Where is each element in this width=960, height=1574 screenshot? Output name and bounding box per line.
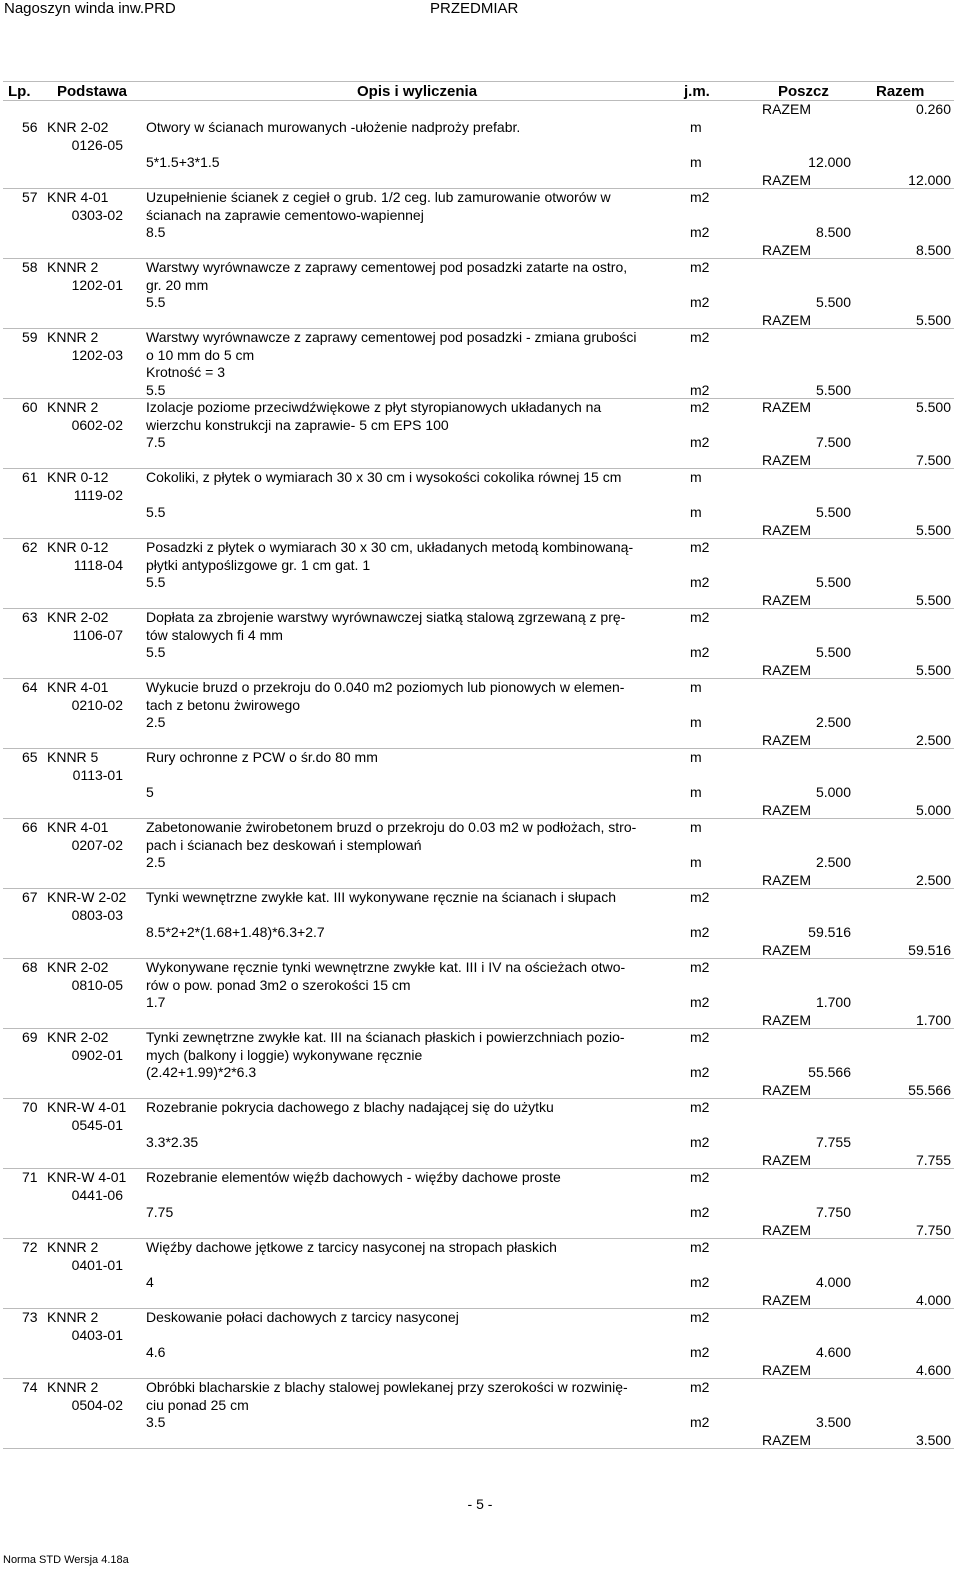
- basis-subcode: 0441-06: [71, 1186, 123, 1203]
- item-description: tów stalowych fi 4 mm: [146, 626, 283, 643]
- razem-label: RAZEM: [762, 241, 811, 258]
- column-header-row: [3, 81, 954, 101]
- item-description: pach i ścianach bez deskowań i stemplowań: [146, 836, 422, 853]
- item-description: o 10 mm do 5 cm: [146, 346, 255, 363]
- software-version: Norma STD Wersja 4.18a: [3, 1554, 129, 1566]
- calculation-formula: 2.5: [146, 714, 166, 730]
- item-description: ciu ponad 25 cm: [146, 1396, 249, 1413]
- razem-value: 4.000: [915, 1291, 951, 1308]
- basis-code: KNNR 2: [47, 329, 99, 345]
- basis-subcode: 0902-01: [71, 1046, 123, 1063]
- item-description: Posadzki z płytek o wymiarach 30 x 30 cm, układanych metodą kombinowaną-: [146, 539, 634, 555]
- position-value: 4.600: [815, 1344, 851, 1360]
- position-value: 2.500: [815, 854, 851, 870]
- razem-value: 8.500: [915, 241, 951, 258]
- calculation-formula: 8.5*2+2*(1.68+1.48)*6.3+2.7: [146, 924, 325, 940]
- item-description: Rury ochronne z PCW o śr.do 80 mm: [146, 749, 378, 765]
- item-unit: m2: [690, 399, 710, 415]
- position-value: 55.566: [808, 1064, 851, 1080]
- position-value: 12.000: [808, 154, 851, 170]
- razem-value: 7.750: [915, 1221, 951, 1238]
- item-description: Obróbki blacharskie z blachy stalowej powlekanej przy szerokości w rozwinię-: [146, 1379, 628, 1395]
- item-description: Cokoliki, z płytek o wymiarach 30 x 30 cm i wysokości cokolika równej 15 cm: [146, 469, 622, 485]
- basis-code: KNNR 2: [47, 1239, 99, 1255]
- position-value: 5.500: [815, 504, 851, 520]
- item-description: gr. 20 mm: [146, 276, 209, 293]
- razem-label: RAZEM: [762, 1291, 811, 1308]
- col-pos: Poszcz: [778, 83, 829, 100]
- item-description: Wykucie bruzd o przekroju do 0.040 m2 poziomych lub pionowych w elemen-: [146, 679, 625, 695]
- calculation-unit: m2: [690, 924, 710, 940]
- basis-code: KNR 4-01: [47, 819, 109, 835]
- basis-code: KNR-W 4-01: [47, 1169, 127, 1185]
- position-value: 7.500: [815, 434, 851, 450]
- calculation-formula: 5.5: [146, 381, 166, 398]
- basis-subcode: 0803-03: [71, 906, 123, 923]
- position-value: 3.500: [815, 1414, 851, 1430]
- razem-label: RAZEM: [762, 399, 811, 415]
- basis-code: KNR 0-12: [47, 469, 109, 485]
- col-desc: Opis i wyliczenia: [357, 83, 478, 100]
- item-description: Otwory w ścianach murowanych -ułożenie nadproży prefabr.: [146, 119, 521, 135]
- calculation-unit: m: [690, 784, 702, 800]
- table-row: [3, 1169, 954, 1239]
- item-unit: m2: [690, 539, 710, 555]
- razem-label: RAZEM: [762, 101, 811, 117]
- table-row: [3, 819, 954, 889]
- calculation-formula: (2.42+1.99)*2*6.3: [146, 1064, 257, 1080]
- table-row: [3, 889, 954, 959]
- razem-value: 5.500: [915, 399, 951, 415]
- item-unit: m2: [690, 889, 710, 905]
- item-number: 57: [22, 189, 38, 205]
- razem-value: 12.000: [908, 171, 951, 188]
- project-title: Nagoszyn winda inw.PRD: [4, 0, 176, 17]
- basis-code: KNR 4-01: [47, 189, 109, 205]
- item-unit: m2: [690, 959, 710, 975]
- table-row: [3, 1309, 954, 1379]
- calculation-unit: m2: [690, 1064, 710, 1080]
- item-description: Zabetonowanie żwirobetonem bruzd o przekroju do 0.03 m2 w podłożach, stro-: [146, 819, 637, 835]
- position-value: 5.000: [815, 784, 851, 800]
- basis-code: KNNR 5: [47, 749, 99, 765]
- razem-value: 7.500: [915, 451, 951, 468]
- table-row: [3, 1029, 954, 1099]
- item-description: mych (balkony i loggie) wykonywane ręcznie: [146, 1046, 423, 1063]
- razem-label: RAZEM: [762, 801, 811, 818]
- page-number: - 5 -: [467, 1496, 493, 1512]
- table-row: [3, 259, 954, 329]
- table-row: [3, 469, 954, 539]
- basis-code: KNNR 2: [47, 1309, 99, 1325]
- item-description: Warstwy wyrównawcze z zaprawy cementowej pod posadzki - zmiana grubości: [146, 329, 637, 345]
- razem-label: RAZEM: [762, 1081, 811, 1098]
- position-value: 5.500: [815, 644, 851, 660]
- table-row: [3, 1379, 954, 1449]
- item-description: Deskowanie połaci dachowych z tarcicy nasyconej: [146, 1309, 459, 1325]
- razem-label: RAZEM: [762, 451, 811, 468]
- item-description: Uzupełnienie ścianek z cegieł o grub. 1/2 ceg. lub zamurowanie otworów w: [146, 189, 611, 205]
- item-number: 74: [22, 1379, 38, 1395]
- item-number: 56: [22, 119, 38, 135]
- razem-value: 55.566: [908, 1081, 951, 1098]
- basis-code: KNR 2-02: [47, 119, 109, 135]
- basis-subcode: 1202-01: [71, 276, 123, 293]
- table-row: [3, 749, 954, 819]
- razem-label: RAZEM: [762, 171, 811, 188]
- razem-label: RAZEM: [762, 661, 811, 678]
- calculation-formula: 5: [146, 784, 154, 800]
- basis-code: KNR 2-02: [47, 959, 109, 975]
- item-number: 62: [22, 539, 38, 555]
- item-description: Izolacje poziome przeciwdźwiękowe z płyt styropianowych układanych na: [146, 399, 602, 415]
- table-row: [3, 609, 954, 679]
- item-unit: m2: [690, 259, 710, 275]
- item-number: 72: [22, 1239, 38, 1255]
- item-number: 65: [22, 749, 38, 765]
- item-number: 70: [22, 1099, 38, 1115]
- calculation-unit: m2: [690, 434, 710, 450]
- item-unit: m: [690, 749, 702, 765]
- calculation-unit: m: [690, 714, 702, 730]
- basis-subcode: 0602-02: [71, 416, 123, 433]
- razem-label: RAZEM: [762, 1431, 811, 1448]
- basis-code: KNR-W 4-01: [47, 1099, 127, 1115]
- item-unit: m2: [690, 1379, 710, 1395]
- position-value: 7.750: [815, 1204, 851, 1220]
- item-unit: m2: [690, 329, 710, 345]
- calculation-formula: 8.5: [146, 224, 166, 240]
- position-value: 1.700: [815, 994, 851, 1010]
- item-description: Dopłata za zbrojenie warstwy wyrównawczej siatką stalową zgrzewaną z prę-: [146, 609, 626, 625]
- calculation-formula: 5.5: [146, 294, 166, 310]
- basis-subcode: 0303-02: [71, 206, 123, 223]
- calculation-unit: m: [690, 504, 702, 520]
- calculation-unit: m2: [690, 1274, 710, 1290]
- item-number: 71: [22, 1169, 38, 1185]
- basis-subcode: 1118-04: [73, 556, 123, 573]
- basis-code: KNNR 2: [47, 259, 99, 275]
- razem-label: RAZEM: [762, 1221, 811, 1238]
- item-description: Warstwy wyrównawcze z zaprawy cementowej pod posadzki zatarte na ostro,: [146, 259, 628, 275]
- item-number: 58: [22, 259, 38, 275]
- item-unit: m2: [690, 609, 710, 625]
- basis-subcode: 1202-03: [71, 346, 123, 363]
- razem-label: RAZEM: [762, 1361, 811, 1378]
- item-number: 68: [22, 959, 38, 975]
- razem-value: 5.500: [915, 521, 951, 538]
- col-basis: Podstawa: [57, 83, 128, 100]
- item-description: rów o pow. ponad 3m2 o szerokości 15 cm: [146, 976, 411, 993]
- col-total: Razem: [876, 83, 925, 100]
- item-unit: m2: [690, 1029, 710, 1045]
- item-number: 73: [22, 1309, 38, 1325]
- position-value: 5.500: [815, 294, 851, 310]
- item-number: 63: [22, 609, 38, 625]
- calculation-unit: m2: [690, 574, 710, 590]
- item-number: 59: [22, 329, 38, 345]
- table-row: [3, 399, 954, 469]
- razem-value: 2.500: [915, 871, 951, 888]
- razem-label: RAZEM: [762, 591, 811, 608]
- calculation-unit: m2: [690, 1134, 710, 1150]
- table-row: [3, 1099, 954, 1169]
- razem-value: 7.755: [915, 1151, 951, 1168]
- item-rows: [3, 119, 954, 1449]
- razem-label: RAZEM: [762, 941, 811, 958]
- basis-code: KNNR 2: [47, 1379, 99, 1395]
- item-description: Tynki wewnętrzne zwykłe kat. III wykonywane ręcznie na ścianach i słupach: [146, 889, 616, 905]
- basis-subcode: 0207-02: [71, 836, 123, 853]
- calculation-unit: m: [690, 854, 702, 870]
- page-header: [0, 0, 960, 17]
- item-unit: m2: [690, 1309, 710, 1325]
- razem-value: 59.516: [908, 941, 951, 958]
- calculation-formula: 5.5: [146, 574, 166, 590]
- item-description: Krotność = 3: [146, 364, 225, 380]
- razem-value: 5.500: [915, 661, 951, 678]
- calculation-unit: m2: [690, 644, 710, 660]
- razem-value: 1.700: [915, 1011, 951, 1028]
- razem-label: RAZEM: [762, 1011, 811, 1028]
- razem-label: RAZEM: [762, 521, 811, 538]
- col-unit: j.m.: [684, 83, 710, 100]
- calculation-unit: m2: [690, 1204, 710, 1220]
- basis-subcode: 0810-05: [71, 976, 123, 993]
- basis-subcode: 1106-07: [72, 626, 123, 643]
- item-description: Wykonywane ręcznie tynki wewnętrzne zwykłe kat. III i IV na ościeżach otwo-: [146, 959, 626, 975]
- basis-subcode: 0126-05: [71, 136, 123, 153]
- estimate-table: [3, 81, 954, 1449]
- calculation-formula: 7.75: [146, 1204, 174, 1220]
- razem-label: RAZEM: [762, 871, 811, 888]
- item-description: ścianach na zaprawie cementowo-wapiennej: [146, 206, 424, 223]
- position-value: 7.755: [815, 1134, 851, 1150]
- position-value: 5.500: [815, 381, 851, 398]
- table-row: [3, 959, 954, 1029]
- basis-code: KNR 2-02: [47, 609, 109, 625]
- position-value: 59.516: [808, 924, 851, 940]
- calculation-unit: m2: [690, 294, 710, 310]
- carried-total-row: [3, 101, 954, 119]
- table-row: [3, 539, 954, 609]
- item-unit: m2: [690, 1169, 710, 1185]
- item-description: Więźby dachowe jętkowe z tarcicy nasyconej na stropach płaskich: [146, 1239, 557, 1255]
- calculation-formula: 5.5: [146, 504, 166, 520]
- item-number: 66: [22, 819, 38, 835]
- calculation-formula: 1.7: [146, 994, 166, 1010]
- item-unit: m2: [690, 1099, 710, 1115]
- basis-code: KNR 0-12: [47, 539, 109, 555]
- basis-subcode: 0403-01: [71, 1326, 123, 1343]
- basis-code: KNR 4-01: [47, 679, 109, 695]
- basis-code: KNR-W 2-02: [47, 889, 127, 905]
- basis-subcode: 0545-01: [71, 1116, 123, 1133]
- item-description: wierzchu konstrukcji na zaprawie- 5 cm EPS 100: [146, 416, 449, 433]
- calculation-unit: m2: [690, 381, 710, 398]
- calculation-formula: 7.5: [146, 434, 166, 450]
- item-number: 60: [22, 399, 38, 415]
- calculation-formula: 4: [146, 1274, 154, 1290]
- basis-code: KNR 2-02: [47, 1029, 109, 1045]
- basis-subcode: 1119-02: [73, 486, 123, 503]
- item-number: 67: [22, 889, 38, 905]
- item-description: tach z betonu żwirowego: [146, 696, 301, 713]
- razem-value: 3.500: [915, 1431, 951, 1448]
- razem-value: 0.260: [915, 101, 951, 117]
- razem-value: 5.500: [915, 311, 951, 328]
- razem-label: RAZEM: [762, 1151, 811, 1168]
- item-description: płytki antypoślizgowe gr. 1 cm gat. 1: [146, 556, 371, 573]
- item-description: Rozebranie elementów więźb dachowych - więźby dachowe proste: [146, 1169, 561, 1185]
- razem-value: 4.600: [915, 1361, 951, 1378]
- item-unit: m: [690, 679, 702, 695]
- calculation-formula: 5.5: [146, 644, 166, 660]
- item-number: 61: [22, 469, 38, 485]
- razem-value: 2.500: [915, 731, 951, 748]
- razem-label: RAZEM: [762, 311, 811, 328]
- table-row: [3, 679, 954, 749]
- calculation-formula: 2.5: [146, 854, 166, 870]
- item-description: Rozebranie pokrycia dachowego z blachy nadającej się do użytku: [146, 1099, 554, 1115]
- item-description: Tynki zewnętrzne zwykłe kat. III na ścianach płaskich i powierzchniach pozio-: [146, 1029, 625, 1045]
- calculation-unit: m: [690, 154, 702, 170]
- item-number: 69: [22, 1029, 38, 1045]
- calculation-unit: m2: [690, 1344, 710, 1360]
- calculation-formula: 3.3*2.35: [146, 1134, 199, 1150]
- basis-subcode: 0401-01: [71, 1256, 123, 1273]
- table-row: [3, 1239, 954, 1309]
- position-value: 2.500: [815, 714, 851, 730]
- table-row: [3, 119, 954, 189]
- calculation-formula: 5*1.5+3*1.5: [146, 154, 220, 170]
- position-value: 4.000: [815, 1274, 851, 1290]
- basis-subcode: 0210-02: [71, 696, 123, 713]
- item-unit: m: [690, 819, 702, 835]
- calculation-unit: m2: [690, 994, 710, 1010]
- calculation-formula: 4.6: [146, 1344, 166, 1360]
- razem-value: 5.000: [915, 801, 951, 818]
- item-unit: m2: [690, 1239, 710, 1255]
- basis-code: KNNR 2: [47, 399, 99, 415]
- calculation-formula: 3.5: [146, 1414, 166, 1430]
- item-number: 64: [22, 679, 38, 695]
- document-type: PRZEDMIAR: [430, 0, 519, 17]
- basis-subcode: 0504-02: [71, 1396, 123, 1413]
- col-lp: Lp.: [8, 83, 31, 100]
- razem-value: 5.500: [915, 591, 951, 608]
- calculation-unit: m2: [690, 1414, 710, 1430]
- item-unit: m: [690, 469, 702, 485]
- item-unit: m2: [690, 189, 710, 205]
- position-value: 5.500: [815, 574, 851, 590]
- razem-label: RAZEM: [762, 731, 811, 748]
- item-unit: m: [690, 119, 702, 135]
- table-row: [3, 189, 954, 259]
- position-value: 8.500: [815, 224, 851, 240]
- calculation-unit: m2: [690, 224, 710, 240]
- basis-subcode: 0113-01: [72, 766, 123, 783]
